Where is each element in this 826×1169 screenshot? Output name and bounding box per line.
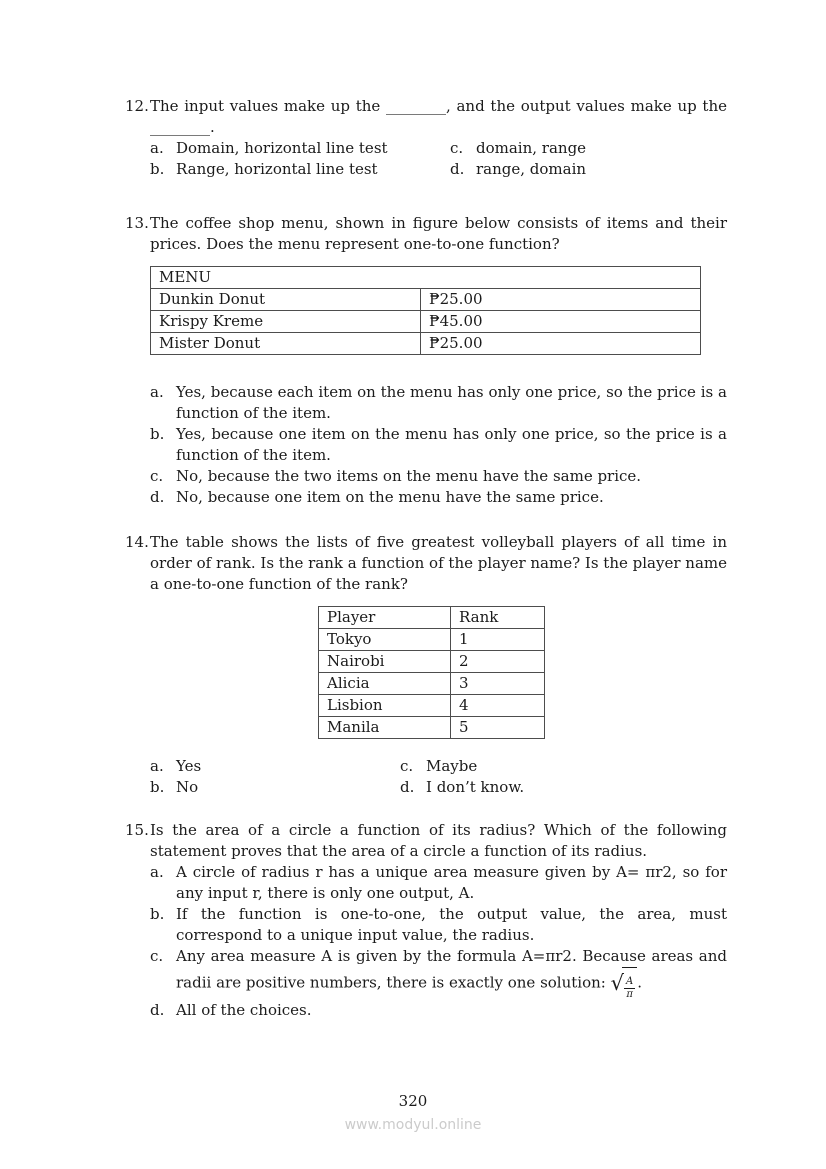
menu-item-cell: Dunkin Donut: [151, 289, 421, 311]
option-text: No: [176, 778, 199, 796]
option-text: I don’t know.: [426, 778, 525, 796]
menu-item-cell: Krispy Kreme: [151, 311, 421, 333]
option-letter: c.: [400, 757, 414, 775]
table-row: [319, 673, 545, 695]
menu-price-cell: ₱25.00: [421, 333, 701, 355]
option-letter: a.: [150, 383, 164, 401]
option-text: Yes, because each item on the menu has only one price, so the price is a function of the item.: [176, 383, 727, 422]
option-letter: b.: [150, 160, 165, 178]
option-14c: [400, 756, 727, 777]
option-12b: [150, 159, 450, 180]
option-letter: c.: [150, 947, 164, 965]
table-row: [319, 695, 545, 717]
option-letter: a.: [150, 139, 164, 157]
sqrt-formula: [611, 967, 638, 1000]
question-15: [125, 820, 727, 1021]
question-15-number: 15.: [125, 821, 149, 839]
option-letter: c.: [450, 139, 464, 157]
option-13b: [150, 424, 727, 466]
question-13-text: The coffee shop menu, shown in figure below consists of items and their prices. Does the menu represent one-to-one function?: [150, 214, 727, 253]
question-13: [125, 213, 727, 508]
option-text: Yes, because one item on the menu has only one price, so the price is a function of the item.: [176, 425, 727, 464]
menu-table: [150, 266, 701, 355]
rank-cell: 5: [451, 717, 545, 739]
player-cell: Nairobi: [319, 651, 451, 673]
option-letter: d.: [150, 1001, 165, 1019]
option-letter: b.: [150, 425, 165, 443]
option-13c: [150, 466, 727, 487]
option-letter: d.: [450, 160, 465, 178]
page-number: 320: [398, 1092, 428, 1110]
option-letter: d.: [150, 488, 165, 506]
fraction: [624, 976, 635, 1000]
option-15a: [150, 862, 727, 904]
fraction-numerator: A: [625, 976, 634, 987]
option-text: A circle of radius r has a unique area measure given by A= πr2, so for any input r, there is only one output, A.: [176, 863, 727, 902]
question-13-body: [150, 213, 727, 508]
question-13-number: 13.: [125, 214, 149, 232]
option-text: [176, 946, 727, 1000]
menu-price-cell: ₱45.00: [421, 311, 701, 333]
option-text-before-formula: Any area measure A is given by the formula A=πr2. Because areas and radii are positive numbers, there is exactly one solution:: [176, 947, 727, 992]
option-text-after-formula: .: [637, 973, 642, 992]
player-cell: Manila: [319, 717, 451, 739]
watermark: www.modyul.online: [344, 1117, 482, 1133]
question-12-number: 12.: [125, 97, 149, 115]
player-rank-table: [318, 606, 545, 739]
option-15b: [150, 904, 727, 946]
option-13d: [150, 487, 727, 508]
option-text: domain, range: [476, 139, 587, 157]
question-14-text: The table shows the lists of five greatest volleyball players of all time in order of rank. Is the rank a function of the player name? Is the player name a one-to-one function of the rank?: [150, 533, 727, 593]
option-letter: c.: [150, 467, 164, 485]
table-row: [319, 629, 545, 651]
menu-price-cell: ₱25.00: [421, 289, 701, 311]
question-14-options: [150, 756, 727, 798]
player-cell: Lisbion: [319, 695, 451, 717]
question-15-options: [150, 862, 727, 1021]
question-13-options: [150, 382, 727, 508]
option-text: Range, horizontal line test: [176, 160, 378, 178]
option-letter: a.: [150, 757, 164, 775]
table-row: [319, 607, 545, 629]
player-header-cell: Player: [319, 607, 451, 629]
option-12d: [450, 159, 727, 180]
table-row: [151, 289, 701, 311]
option-text: All of the choices.: [176, 1001, 312, 1019]
option-text: range, domain: [476, 160, 587, 178]
radicand: [622, 967, 637, 1000]
table-row: [319, 651, 545, 673]
rank-cell: 1: [451, 629, 545, 651]
option-text: No, because one item on the menu have the same price.: [176, 488, 604, 506]
option-13a: [150, 382, 727, 424]
question-14: [125, 532, 727, 798]
question-14-number: 14.: [125, 533, 149, 551]
option-15c: [150, 946, 727, 1000]
question-12-options: [150, 138, 727, 180]
option-text: Domain, horizontal line test: [176, 139, 388, 157]
option-12c: [450, 138, 727, 159]
table-row: [319, 717, 545, 739]
question-12-text: The input values make up the ________, and the output values make up the ________.: [150, 97, 727, 136]
table-row: [151, 267, 701, 289]
player-cell: Alicia: [319, 673, 451, 695]
option-letter: d.: [400, 778, 415, 796]
question-15-text: Is the area of a circle a function of its radius? Which of the following statement proves that the area of a circle a function of its radius.: [150, 821, 727, 860]
option-text: If the function is one-to-one, the output value, the area, must correspond to a unique input value, the radius.: [176, 905, 727, 944]
option-14d: [400, 777, 727, 798]
radical-sign: √: [610, 971, 624, 995]
option-letter: a.: [150, 863, 164, 881]
menu-table-header-cell: MENU: [151, 267, 701, 289]
option-letter: b.: [150, 778, 165, 796]
option-text: No, because the two items on the menu have the same price.: [176, 467, 642, 485]
table-row: [151, 311, 701, 333]
player-cell: Tokyo: [319, 629, 451, 651]
option-15d: [150, 1000, 727, 1021]
question-15-body: [150, 820, 727, 1021]
rank-cell: 2: [451, 651, 545, 673]
rank-cell: 4: [451, 695, 545, 717]
question-14-body: [150, 532, 727, 798]
option-text: Yes: [176, 757, 202, 775]
table-row: [151, 333, 701, 355]
option-12a: [150, 138, 450, 159]
question-12-body: [150, 96, 727, 180]
rank-cell: 3: [451, 673, 545, 695]
option-text: Maybe: [426, 757, 478, 775]
fraction-denominator: π: [626, 988, 633, 1000]
option-letter: b.: [150, 905, 165, 923]
rank-header-cell: Rank: [451, 607, 545, 629]
question-12: [125, 96, 727, 180]
option-14b: [150, 777, 400, 798]
option-14a: [150, 756, 400, 777]
menu-item-cell: Mister Donut: [151, 333, 421, 355]
